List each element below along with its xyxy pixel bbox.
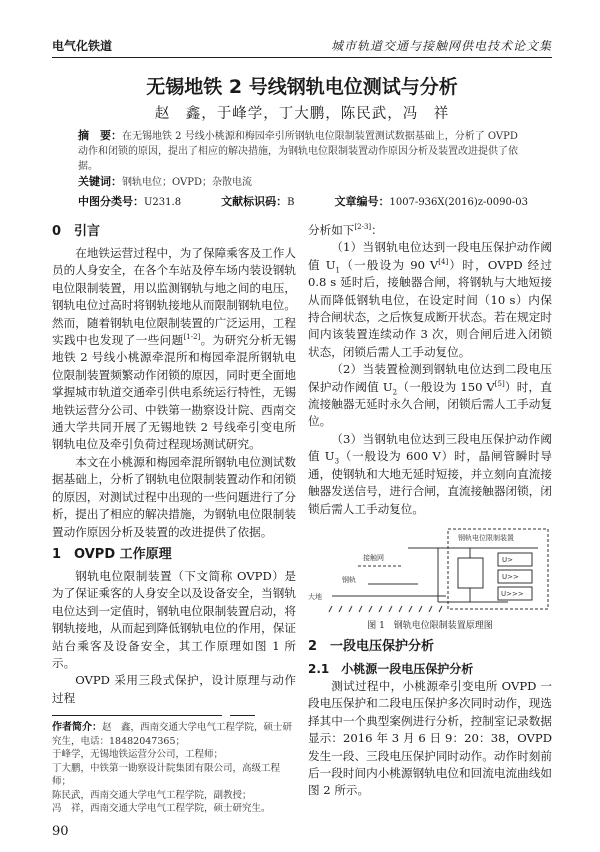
- doc-code-label: 文献标识码：: [221, 195, 288, 208]
- running-header: [52, 38, 552, 58]
- text: （一般设为 150 V: [397, 379, 495, 394]
- protection-stage-1: [308, 239, 552, 361]
- intro-paragraph-1: [52, 245, 296, 454]
- text: 。为研究分析无锡地铁 2 号线小桃源牵混所和梅园牵混所钢轨电位限制装置频繁动作闭锁的原因，同时更全面地掌握城市轨道交通牵引供电系统运行特性，无锡地铁运营分公司、中铁第一勘察设计院、西南交通大学共同开展了无锡地铁 2 号线牵引变电所钢轨电位及牵引负荷过程现场测试研究。: [52, 333, 296, 452]
- ovpd-paragraph-2-cont: [308, 222, 552, 239]
- figure-1-caption: 图 1 钢轨电位限制装置原理图: [367, 620, 493, 631]
- ground-label: 大地: [308, 592, 322, 601]
- keywords-label: 关键词：: [78, 175, 122, 188]
- footnote-rule-long: [52, 715, 222, 716]
- text: （1）当钢轨电位达到一段电压保护动作阈值 U: [308, 240, 552, 272]
- right-column: [308, 222, 552, 840]
- subscript: 1: [335, 266, 340, 275]
- catenary-label: 接触网: [363, 553, 384, 562]
- figure-1-diagram: [308, 526, 552, 618]
- text: ：: [371, 223, 383, 237]
- author-notes-label: 作者简介：: [52, 722, 102, 734]
- classification-value: U231.8: [144, 197, 182, 208]
- body-columns: [52, 222, 552, 840]
- footnote-area: [52, 707, 296, 840]
- subscript: 2: [392, 387, 398, 396]
- running-header-left: 电气化铁道: [52, 39, 113, 53]
- author-note: 冯 祥，西南交通大学电气工程学院，硕士研究生。: [52, 803, 271, 815]
- figure-1: [308, 526, 552, 618]
- u1-label: U>: [502, 555, 513, 564]
- section-2-1-heading: 2.1 小桃源一段电压保护分析: [308, 661, 474, 676]
- ovpd-paragraph-2: OVPD 采用三段式保护，设计原理与动作过程: [52, 673, 296, 705]
- abstract-text: 在无锡地铁 2 号线小桃源和梅园牵引所钢轨电位限制装置测试数据基础上，分析了 OVPD 动作和闭锁的原因，提出了相应的解决措施，为钢轨电位限制装置动作原因分析及装置改进提供了依据。: [78, 131, 518, 172]
- section-2-1-paragraph: 测试过程中，小桃源牵引变电所 OVPD 一段电压保护和二段电压保护多次同时动作，现选择其中一个典型案例进行分析，控制室记录数据显示：2016 年 3 月 6 日 9：20：38，OVPD 发生一段、三段电压保护同时动作。动作时刻前后一段时间内小桃源钢轨电位和回流电流曲线如图 2 所示。: [308, 678, 552, 798]
- protection-stage-2: [308, 361, 552, 431]
- left-column: [52, 222, 296, 840]
- section-2-heading: 2 一段电压保护分析: [308, 638, 435, 654]
- text: 在地铁运营过程中，为了保障乘客及工作人员的人身安全，在各个车站及停车场内装设钢轨电位限制装置，用以监测钢轨与地之间的电压，钢轨电位过高时将钢轨接地从而限制钢轨电位。然而，随着钢轨电位限制装置的广泛运用，工程实践中也发现了一些问题: [52, 246, 296, 348]
- keywords-text: 钢轨电位；OVPD；杂散电流: [122, 177, 252, 188]
- text: （3）当钢轨电位达到三段电压保护动作阈值 U: [308, 431, 552, 464]
- subscript: 3: [334, 457, 340, 466]
- rail-label: 钢轨: [342, 575, 356, 584]
- text: ）时，OVPD 经过 0.8 s 延时后，接触器合闸，将钢轨与大地短接从而降低钢轨电位，在设定时间（10 s）内保持合闸状态，之后恢复成断开状态。若在规定时间内该装置连续动作 3 次，则合闸后进入闭锁状态，闭锁后需人工手动复位。: [308, 257, 552, 359]
- text: （一般设为 600 V）时，晶闸管瞬时导通，使钢轨和大地无延时短接，并立刻向直流接触器发送信号，进行合闸，直流接触器闭锁，闭锁后需人工手动复位。: [308, 449, 552, 516]
- text: 分析如下: [308, 223, 355, 237]
- paper-title: 无锡地铁 2 号线钢轨电位测试与分析: [146, 76, 458, 98]
- author-note: 丁大鹏，中铁第一勘察设计院集团有限公司，高级工程师；: [52, 762, 281, 788]
- author-note: 赵 鑫，西南交通大学电气工程学院，硕士研究生，电话：18482047365；: [52, 722, 293, 747]
- u3-label: U>>>: [501, 589, 524, 598]
- classification-label: 中图分类号：: [78, 195, 144, 208]
- classification: [78, 194, 181, 210]
- citation: [4]: [438, 257, 449, 266]
- ground-hatching: [329, 606, 442, 612]
- abstract-label: 摘 要：: [78, 129, 122, 142]
- abstract: [78, 128, 528, 190]
- authors: 赵 鑫，于峰学，丁大鹏，陈民武，冯 祥: [154, 106, 450, 122]
- intro-paragraph-2: 本文在小桃源和梅园牵混所钢轨电位测试数据基础上，分析了钢轨电位限制装置动作和闭锁的原因，对测试过程中出现的一些问题进行了分析，提出了相应的解决措施，为钢轨电位限制装置动作原因分析及装置的改进提供了依据。: [52, 454, 296, 539]
- text: （2）当装置检测到钢轨电位达到二段电压保护动作阈值 U: [308, 362, 552, 394]
- author-note: 陈民武，西南交通大学电气工程学院，副教授；: [52, 789, 252, 801]
- ovpd-paragraph-1: 钢轨电位限制装置（下文简称 OVPD）是为了保证乘客的人身安全以及设备安全，当钢轨电位达到一定值时，钢轨电位限制装置启动，将钢轨接地，从而起到降低钢轨电位的作用，保证站台乘客及设备安全，其工作原理如图 1 所示。: [52, 568, 296, 670]
- doc-code-value: B: [287, 197, 295, 208]
- protection-stage-3: [308, 431, 552, 518]
- thyristor-box: [458, 558, 483, 588]
- footnote-rule: [52, 715, 296, 716]
- doc-code: [221, 194, 294, 210]
- u2-label: U>>: [502, 572, 519, 581]
- citation: [5]: [494, 379, 505, 388]
- device-label: 钢轨电位限制装置: [458, 533, 514, 542]
- running-header-right: 城市轨道交通与接触网供电技术论文集: [330, 39, 552, 53]
- article-number-label: 文章编号：: [334, 195, 390, 208]
- author-note: 于峰学，无锡地铁运营分公司，工程师；: [52, 749, 224, 761]
- article-meta: [78, 194, 528, 210]
- text: ）时，直流接触器无延时永久合闸，闭锁后需人工手动复位。: [308, 379, 552, 429]
- section-0-heading: 0 引言: [52, 224, 101, 239]
- citation: [2-3]: [354, 223, 372, 232]
- section-1-heading: 1 OVPD 工作原理: [52, 546, 172, 562]
- article-number: [334, 194, 528, 210]
- page-number: 90: [52, 823, 69, 839]
- footnote-rule-short: [230, 715, 255, 716]
- text: （一般设为 90 V: [339, 257, 439, 272]
- citation: [1-2]: [183, 333, 201, 342]
- article-number-value: 1007-936X(2016)z-0090-03: [389, 197, 528, 208]
- author-notes: [52, 721, 296, 816]
